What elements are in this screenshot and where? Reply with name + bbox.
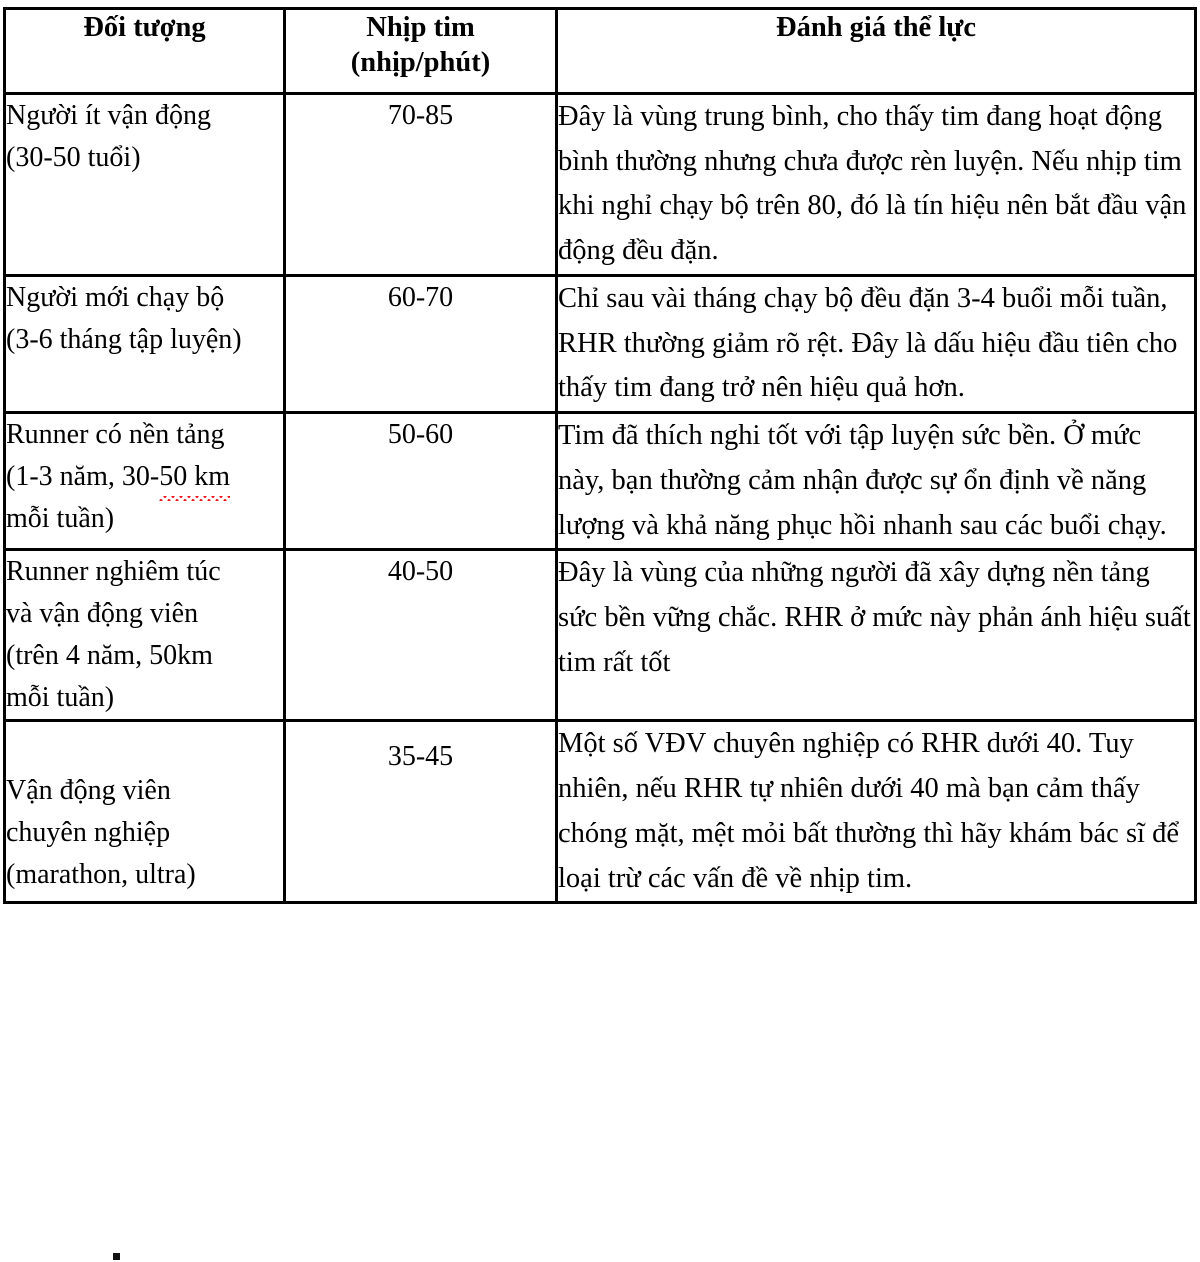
table-row	[5, 413, 1196, 550]
cell-subject	[5, 94, 285, 276]
cell-heart-rate: 50-60	[285, 413, 557, 550]
column-header-assessment-line-1: Đánh giá thể lực	[776, 12, 976, 43]
header-row	[5, 9, 1196, 94]
table-row	[5, 550, 1196, 721]
cell-assessment: Đây là vùng của những người đã xây dựng nền tảng sức bền vững chắc. RHR ở mức này phản ánh hiệu suất tim rất tốt	[557, 550, 1196, 721]
column-header-heart-rate-line-2: (nhịp/phút)	[350, 47, 491, 79]
subject-line-with-spellcheck	[6, 456, 283, 498]
table-row	[5, 721, 1196, 903]
subject-line: Runner nghiêm túc	[6, 556, 221, 588]
column-header-heart-rate	[285, 9, 557, 94]
column-header-subject	[5, 9, 285, 94]
subject-line: mỗi tuần)	[6, 682, 115, 714]
subject-line: (3-6 tháng tập luyện)	[6, 323, 242, 355]
clipped-text-fragment	[113, 1253, 120, 1260]
subject-line: Người ít vận động	[6, 100, 211, 131]
column-header-assessment	[557, 9, 1196, 94]
table-row	[5, 94, 1196, 276]
subject-line: Vận động viên	[6, 775, 171, 807]
subject-line: chuyên nghiệp	[6, 817, 171, 849]
subject-line: (marathon, ultra)	[6, 859, 196, 891]
table-header	[5, 9, 1196, 94]
table-body	[5, 94, 1196, 903]
subject-line: (30-50 tuổi)	[6, 142, 141, 173]
resting-heart-rate-table	[3, 7, 1197, 904]
spellcheck-misspelled-text: 50 km	[159, 456, 230, 498]
column-header-heart-rate-line-1: Nhịp tim	[366, 12, 475, 43]
cell-assessment: Tim đã thích nghi tốt với tập luyện sức bền. Ở mức này, bạn thường cảm nhận được sự ổn định về năng lượng và khả năng phục hồi nhanh sau các buổi chạy.	[557, 413, 1196, 550]
cell-subject	[5, 275, 285, 412]
cell-subject	[5, 413, 285, 550]
subject-line: Người mới chạy bộ	[6, 281, 225, 313]
table-row	[5, 275, 1196, 412]
cell-heart-rate: 35-45	[285, 721, 557, 903]
subject-line-prefix: (1-3 năm, 30-	[6, 461, 160, 493]
cell-heart-rate: 60-70	[285, 275, 557, 412]
cell-assessment: Đây là vùng trung bình, cho thấy tim đang hoạt động bình thường nhưng chưa được rèn luyện. Nếu nhịp tim khi nghỉ chạy bộ trên 80, đó là tín hiệu nên bắt đầu vận động đều đặn.	[557, 94, 1196, 276]
cell-subject	[5, 721, 285, 903]
cell-heart-rate: 40-50	[285, 550, 557, 721]
subject-line: Runner có nền tảng	[6, 419, 225, 451]
cell-assessment: Một số VĐV chuyên nghiệp có RHR dưới 40. Tuy nhiên, nếu RHR tự nhiên dưới 40 mà bạn cảm thấy chóng mặt, mệt mỏi bất thường thì hãy khám bác sĩ để loại trừ các vấn đề về nhịp tim.	[557, 721, 1196, 903]
cell-heart-rate: 70-85	[285, 94, 557, 276]
subject-line: (trên 4 năm, 50km	[6, 640, 213, 672]
column-header-subject-line-1: Đối tượng	[83, 12, 206, 43]
cell-assessment: Chỉ sau vài tháng chạy bộ đều đặn 3-4 buổi mỗi tuần, RHR thường giảm rõ rệt. Đây là dấu hiệu đầu tiên cho thấy tim đang trở nên hiệu quả hơn.	[557, 275, 1196, 412]
subject-line: mỗi tuần)	[6, 503, 115, 535]
subject-line: và vận động viên	[6, 598, 199, 630]
cell-subject	[5, 550, 285, 721]
